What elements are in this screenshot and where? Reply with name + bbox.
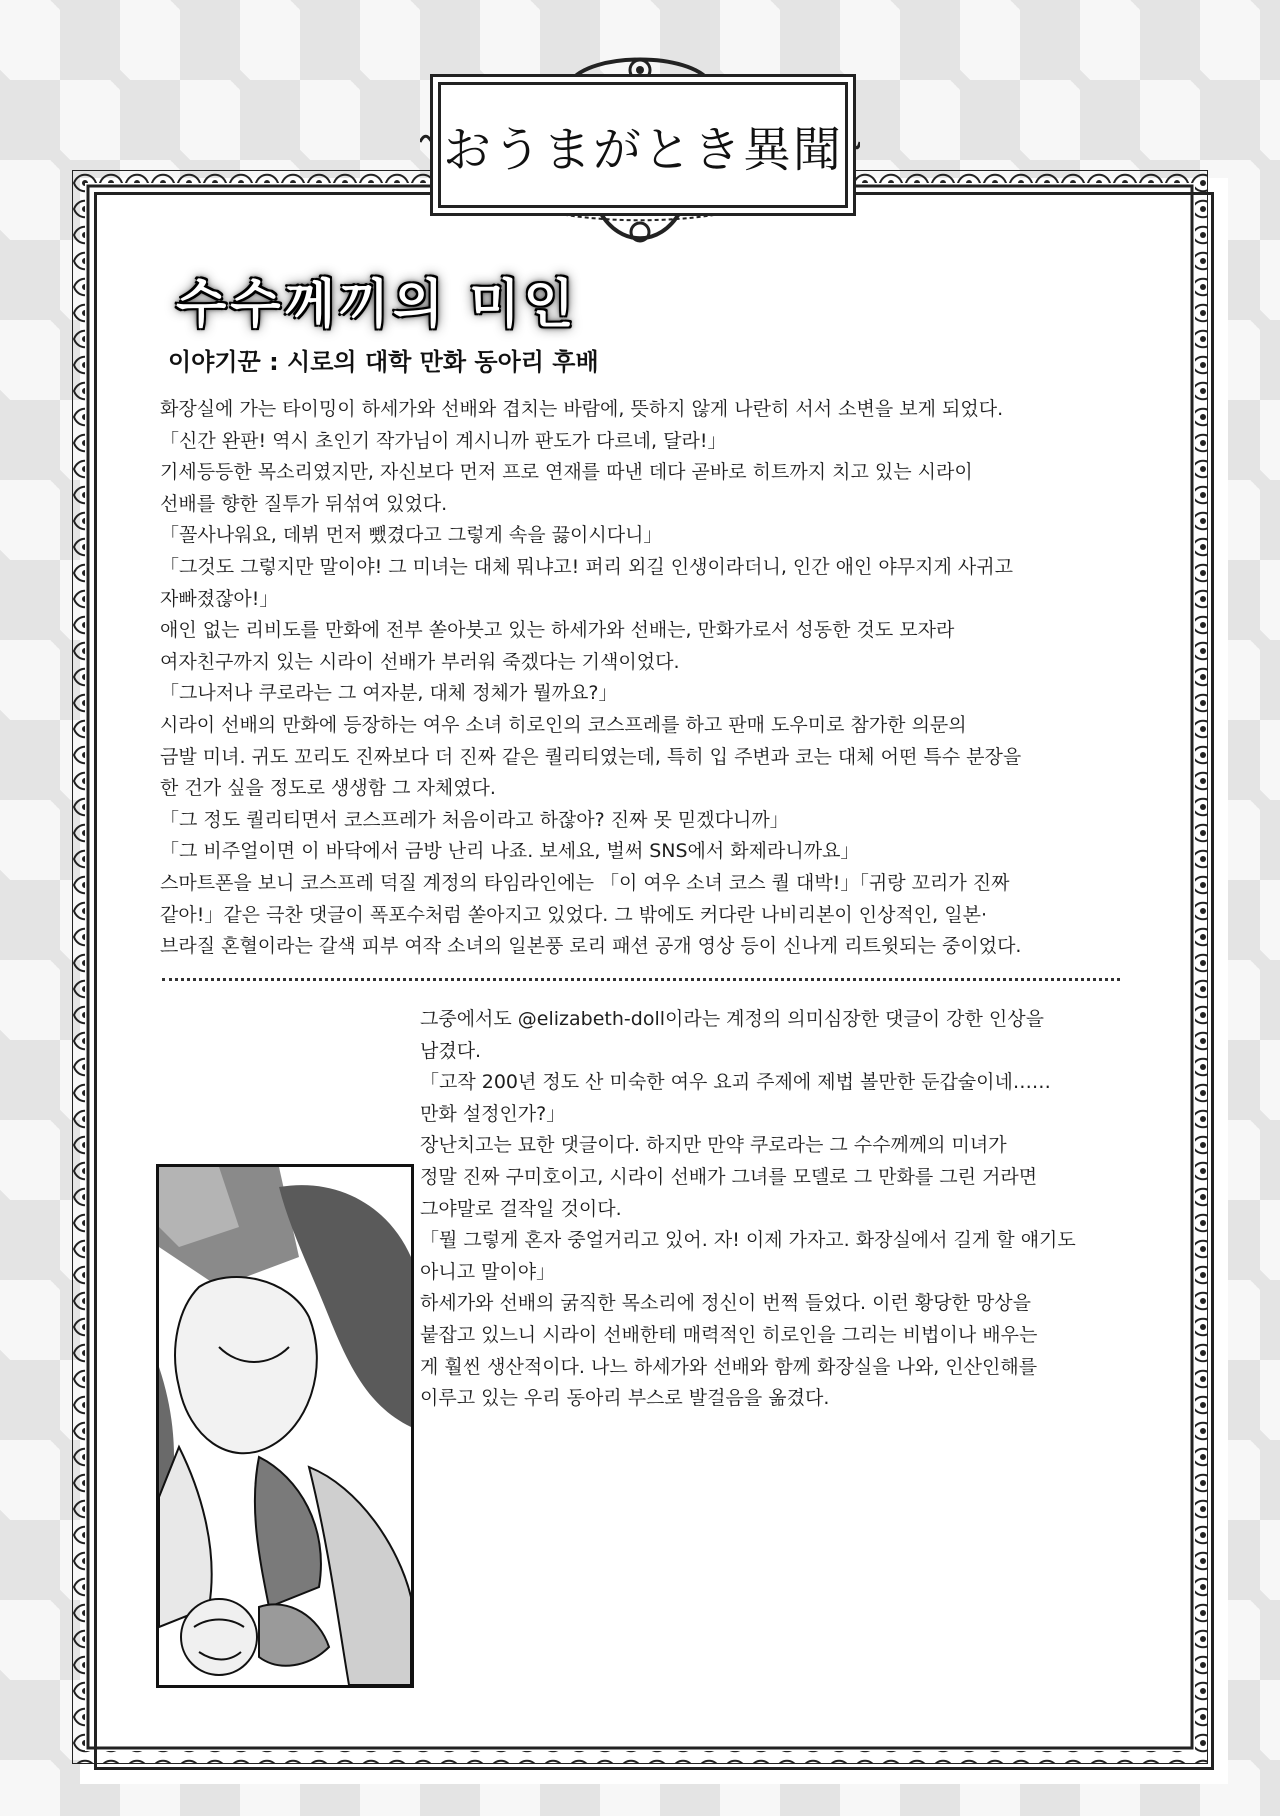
series-title: おうまがとき異聞 — [442, 121, 843, 178]
text-line: 남겼다. — [420, 1039, 482, 1062]
text-line: 「그나저나 쿠로라는 그 여자분, 대체 정체가 뭘까요?」 — [160, 682, 618, 705]
story-body-top — [160, 394, 1120, 963]
series-title-plaque — [420, 52, 860, 252]
plaque-panel — [438, 82, 848, 208]
text-line: 만화 설정인가?」 — [420, 1102, 566, 1125]
text-line: 정말 진짜 구미호이고, 시라이 선배가 그녀를 모델로 그 만화를 그린 거라면 — [420, 1165, 1038, 1188]
text-line: 게 훨씬 생산적이다. 나느 하세가와 선배와 함께 화장실을 나와, 인산인해를 — [420, 1355, 1038, 1378]
manga-illustration — [156, 1164, 414, 1688]
text-line: 하세가와 선배의 굵직한 목소리에 정신이 번쩍 들었다. 이런 황당한 망상을 — [420, 1292, 1032, 1315]
text-line: 「그 비주얼이면 이 바닥에서 금방 난리 나죠. 보세요, 벌써 SNS에서 화제라니까요」 — [160, 840, 860, 863]
illustration-drawing — [159, 1167, 411, 1685]
text-line: 「그 정도 퀄리티면서 코스프레가 처음이라고 하잖아? 진짜 못 믿겠다니까」 — [160, 808, 789, 831]
text-line: 「그것도 그렇지만 말이야! 그 미녀는 대체 뭐냐고! 퍼리 외길 인생이라더니, 인간 애인 야무지게 사귀고 — [160, 555, 1013, 578]
text-line: 브라질 혼혈이라는 갈색 피부 여작 소녀의 일본풍 로리 패션 공개 영상 등이 신나게 리트윗되는 중이었다. — [160, 935, 1022, 958]
text-line: 시라이 선배의 만화에 등장하는 여우 소녀 히로인의 코스프레를 하고 판매 도우미로 참가한 의문의 — [160, 713, 967, 736]
text-line: 기세등등한 목소리였지만, 자신보다 먼저 프로 연재를 따낸 데다 곧바로 히트까지 치고 있는 시라이 — [160, 461, 973, 484]
text-line: 애인 없는 리비도를 만화에 전부 쏟아붓고 있는 하세가와 선배는, 만화가로서 성동한 것도 모자라 — [160, 619, 955, 642]
narrator-line: 이야기꾼 : 시로의 대학 만화 동아리 후배 — [168, 348, 599, 376]
text-line: 「꼴사나워요, 데뷔 먼저 뺐겼다고 그렇게 속을 끓이시다니」 — [160, 524, 663, 547]
text-line: 스마트폰을 보니 코스프레 덕질 계정의 타임라인에는 「이 여우 소녀 코스 퀄 대박!」「귀랑 꼬리가 진짜 — [160, 871, 1010, 894]
story-body-bottom — [420, 1004, 1125, 1415]
text-line: 선배를 향한 질투가 뒤섞여 있었다. — [160, 492, 448, 515]
text-line: 이루고 있는 우리 동아리 부스로 발걸음을 옮겼다. — [420, 1387, 830, 1410]
text-line: 같아!」같은 극찬 댓글이 폭포수처럼 쏟아지고 있었다. 그 밖에도 커다란 나비리본이 인상적인, 일본· — [160, 903, 987, 926]
dotted-divider — [162, 978, 1120, 981]
text-line: 금발 미녀. 귀도 꼬리도 진짜보다 더 진짜 같은 퀄리티였는데, 특히 입 주변과 코는 대체 어떤 특수 분장을 — [160, 745, 1022, 768]
text-line: 그중에서도 @elizabeth-doll이라는 계정의 의미심장한 댓글이 강한 인상을 — [420, 1008, 1044, 1030]
text-line: 자빠졌잖아!」 — [160, 587, 279, 610]
text-line: 화장실에 가는 타이밍이 하세가와 선배와 겹치는 바람에, 뜻하지 않게 나란히 서서 소변을 보게 되었다. — [160, 398, 1004, 420]
text-line: 「뭘 그렇게 혼자 중얼거리고 있어. 자! 이제 가자고. 화장실에서 길게 할 얘기도 — [420, 1229, 1076, 1252]
text-line: 여자친구까지 있는 시라이 선배가 부러워 죽겠다는 기색이었다. — [160, 650, 680, 673]
story-title: 수수께끼의 미인 — [176, 275, 578, 335]
text-line: 「신간 완판! 역시 초인기 작가님이 계시니까 판도가 다르네, 달라!」 — [160, 429, 727, 452]
text-line: 「고작 200년 정도 산 미숙한 여우 요괴 주제에 제법 볼만한 둔갑술이네…… — [420, 1071, 1051, 1094]
text-line: 그야말로 걸작일 것이다. — [420, 1197, 622, 1220]
text-line: 장난치고는 묘한 댓글이다. 하지만 만약 쿠로라는 그 수수께께의 미녀가 — [420, 1134, 1007, 1157]
text-line: 아니고 말이야」 — [420, 1260, 556, 1283]
text-line: 한 건가 싶을 정도로 생생함 그 자체였다. — [160, 777, 496, 800]
text-line: 붙잡고 있느니 시라이 선배한테 매력적인 히로인을 그리는 비법이나 배우는 — [420, 1323, 1038, 1346]
